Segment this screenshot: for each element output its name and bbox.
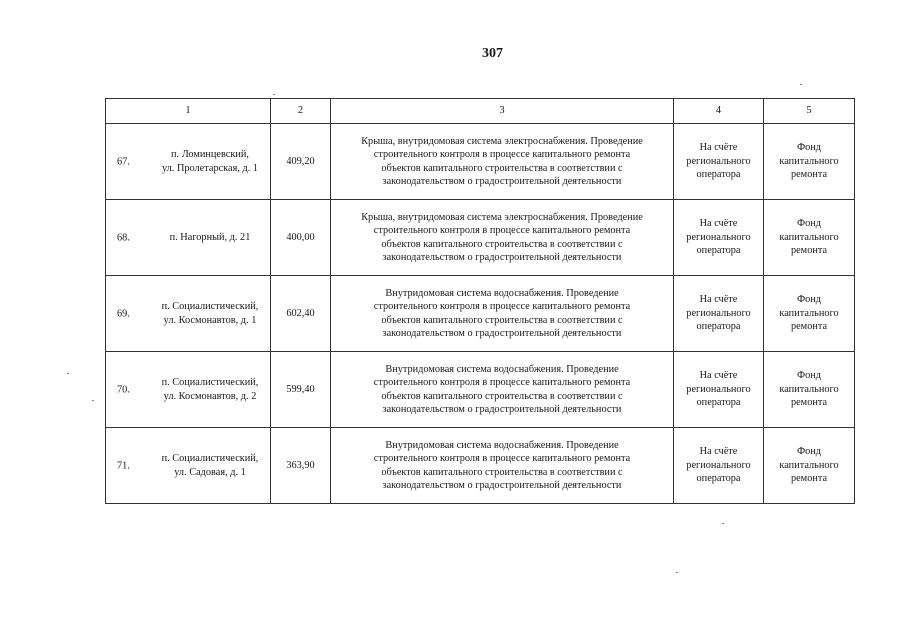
table-row <box>106 124 855 200</box>
page-number: 307 <box>482 46 503 61</box>
column-header-5: 5 <box>764 99 855 124</box>
scan-speck <box>676 572 678 573</box>
object-address: п. Социалистический, ул. Космонавтов, д. 2 <box>161 377 259 402</box>
work-description: Крыша, внутридомовая система электроснабжения. Проведение строительного контроля в процессе капитального ремонта объектов капитального строительства в соответствии с законодательством о градостроительной деятельности <box>331 124 674 200</box>
object-address: п. Ломинцевский, ул. Пролетарская, д. 1 <box>161 149 259 174</box>
object-address: п. Социалистический, ул. Космонавтов, д. 1 <box>161 301 259 326</box>
scan-speck <box>800 84 802 85</box>
account-status: На счёте регионального оператора <box>674 428 764 504</box>
capital-repair-table <box>105 98 855 504</box>
total-area: 602,40 <box>271 276 331 352</box>
funding-source: Фонд капитального ремонта <box>764 124 855 200</box>
address-cell <box>106 124 271 200</box>
funding-source: Фонд капитального ремонта <box>764 200 855 276</box>
work-description: Внутридомовая система водоснабжения. Проведение строительного контроля в процессе капитального ремонта объектов капитального строительства в соответствии с законодательством о градостроительной деятельности <box>331 276 674 352</box>
object-address: п. Нагорный, д. 21 <box>169 231 251 243</box>
total-area: 363,90 <box>271 428 331 504</box>
account-status: На счёте регионального оператора <box>674 124 764 200</box>
scan-speck <box>722 523 724 524</box>
address-cell <box>106 428 271 504</box>
work-description: Внутридомовая система водоснабжения. Проведение строительного контроля в процессе капитального ремонта объектов капитального строительства в соответствии с законодательством о градостроительной деятельности <box>331 428 674 504</box>
column-header-3: 3 <box>331 99 674 124</box>
account-status: На счёте регионального оператора <box>674 200 764 276</box>
total-area: 400,00 <box>271 200 331 276</box>
account-status: На счёте регионального оператора <box>674 276 764 352</box>
funding-source: Фонд капитального ремонта <box>764 352 855 428</box>
funding-source: Фонд капитального ремонта <box>764 276 855 352</box>
address-cell <box>106 200 271 276</box>
total-area: 599,40 <box>271 352 331 428</box>
total-area: 409,20 <box>271 124 331 200</box>
table-header-row <box>106 99 855 124</box>
table-row <box>106 428 855 504</box>
row-number: 69. <box>117 307 130 319</box>
object-address: п. Социалистический, ул. Садовая, д. 1 <box>161 453 259 478</box>
funding-source: Фонд капитального ремонта <box>764 428 855 504</box>
table-row <box>106 200 855 276</box>
column-header-2: 2 <box>271 99 331 124</box>
column-header-1: 1 <box>106 99 271 124</box>
work-description: Внутридомовая система водоснабжения. Проведение строительного контроля в процессе капитального ремонта объектов капитального строительства в соответствии с законодательством о градостроительной деятельности <box>331 352 674 428</box>
row-number: 70. <box>117 383 130 395</box>
work-description: Крыша, внутридомовая система электроснабжения. Проведение строительного контроля в процессе капитального ремонта объектов капитального строительства в соответствии с законодательством о градостроительной деятельности <box>331 200 674 276</box>
table-row <box>106 352 855 428</box>
scan-speck <box>92 400 94 401</box>
scan-speck <box>273 94 275 95</box>
account-status: На счёте регионального оператора <box>674 352 764 428</box>
row-number: 71. <box>117 459 130 471</box>
address-cell <box>106 276 271 352</box>
row-number: 67. <box>117 155 130 167</box>
column-header-4: 4 <box>674 99 764 124</box>
scan-speck <box>67 373 69 374</box>
table-row <box>106 276 855 352</box>
address-cell <box>106 352 271 428</box>
row-number: 68. <box>117 231 130 243</box>
